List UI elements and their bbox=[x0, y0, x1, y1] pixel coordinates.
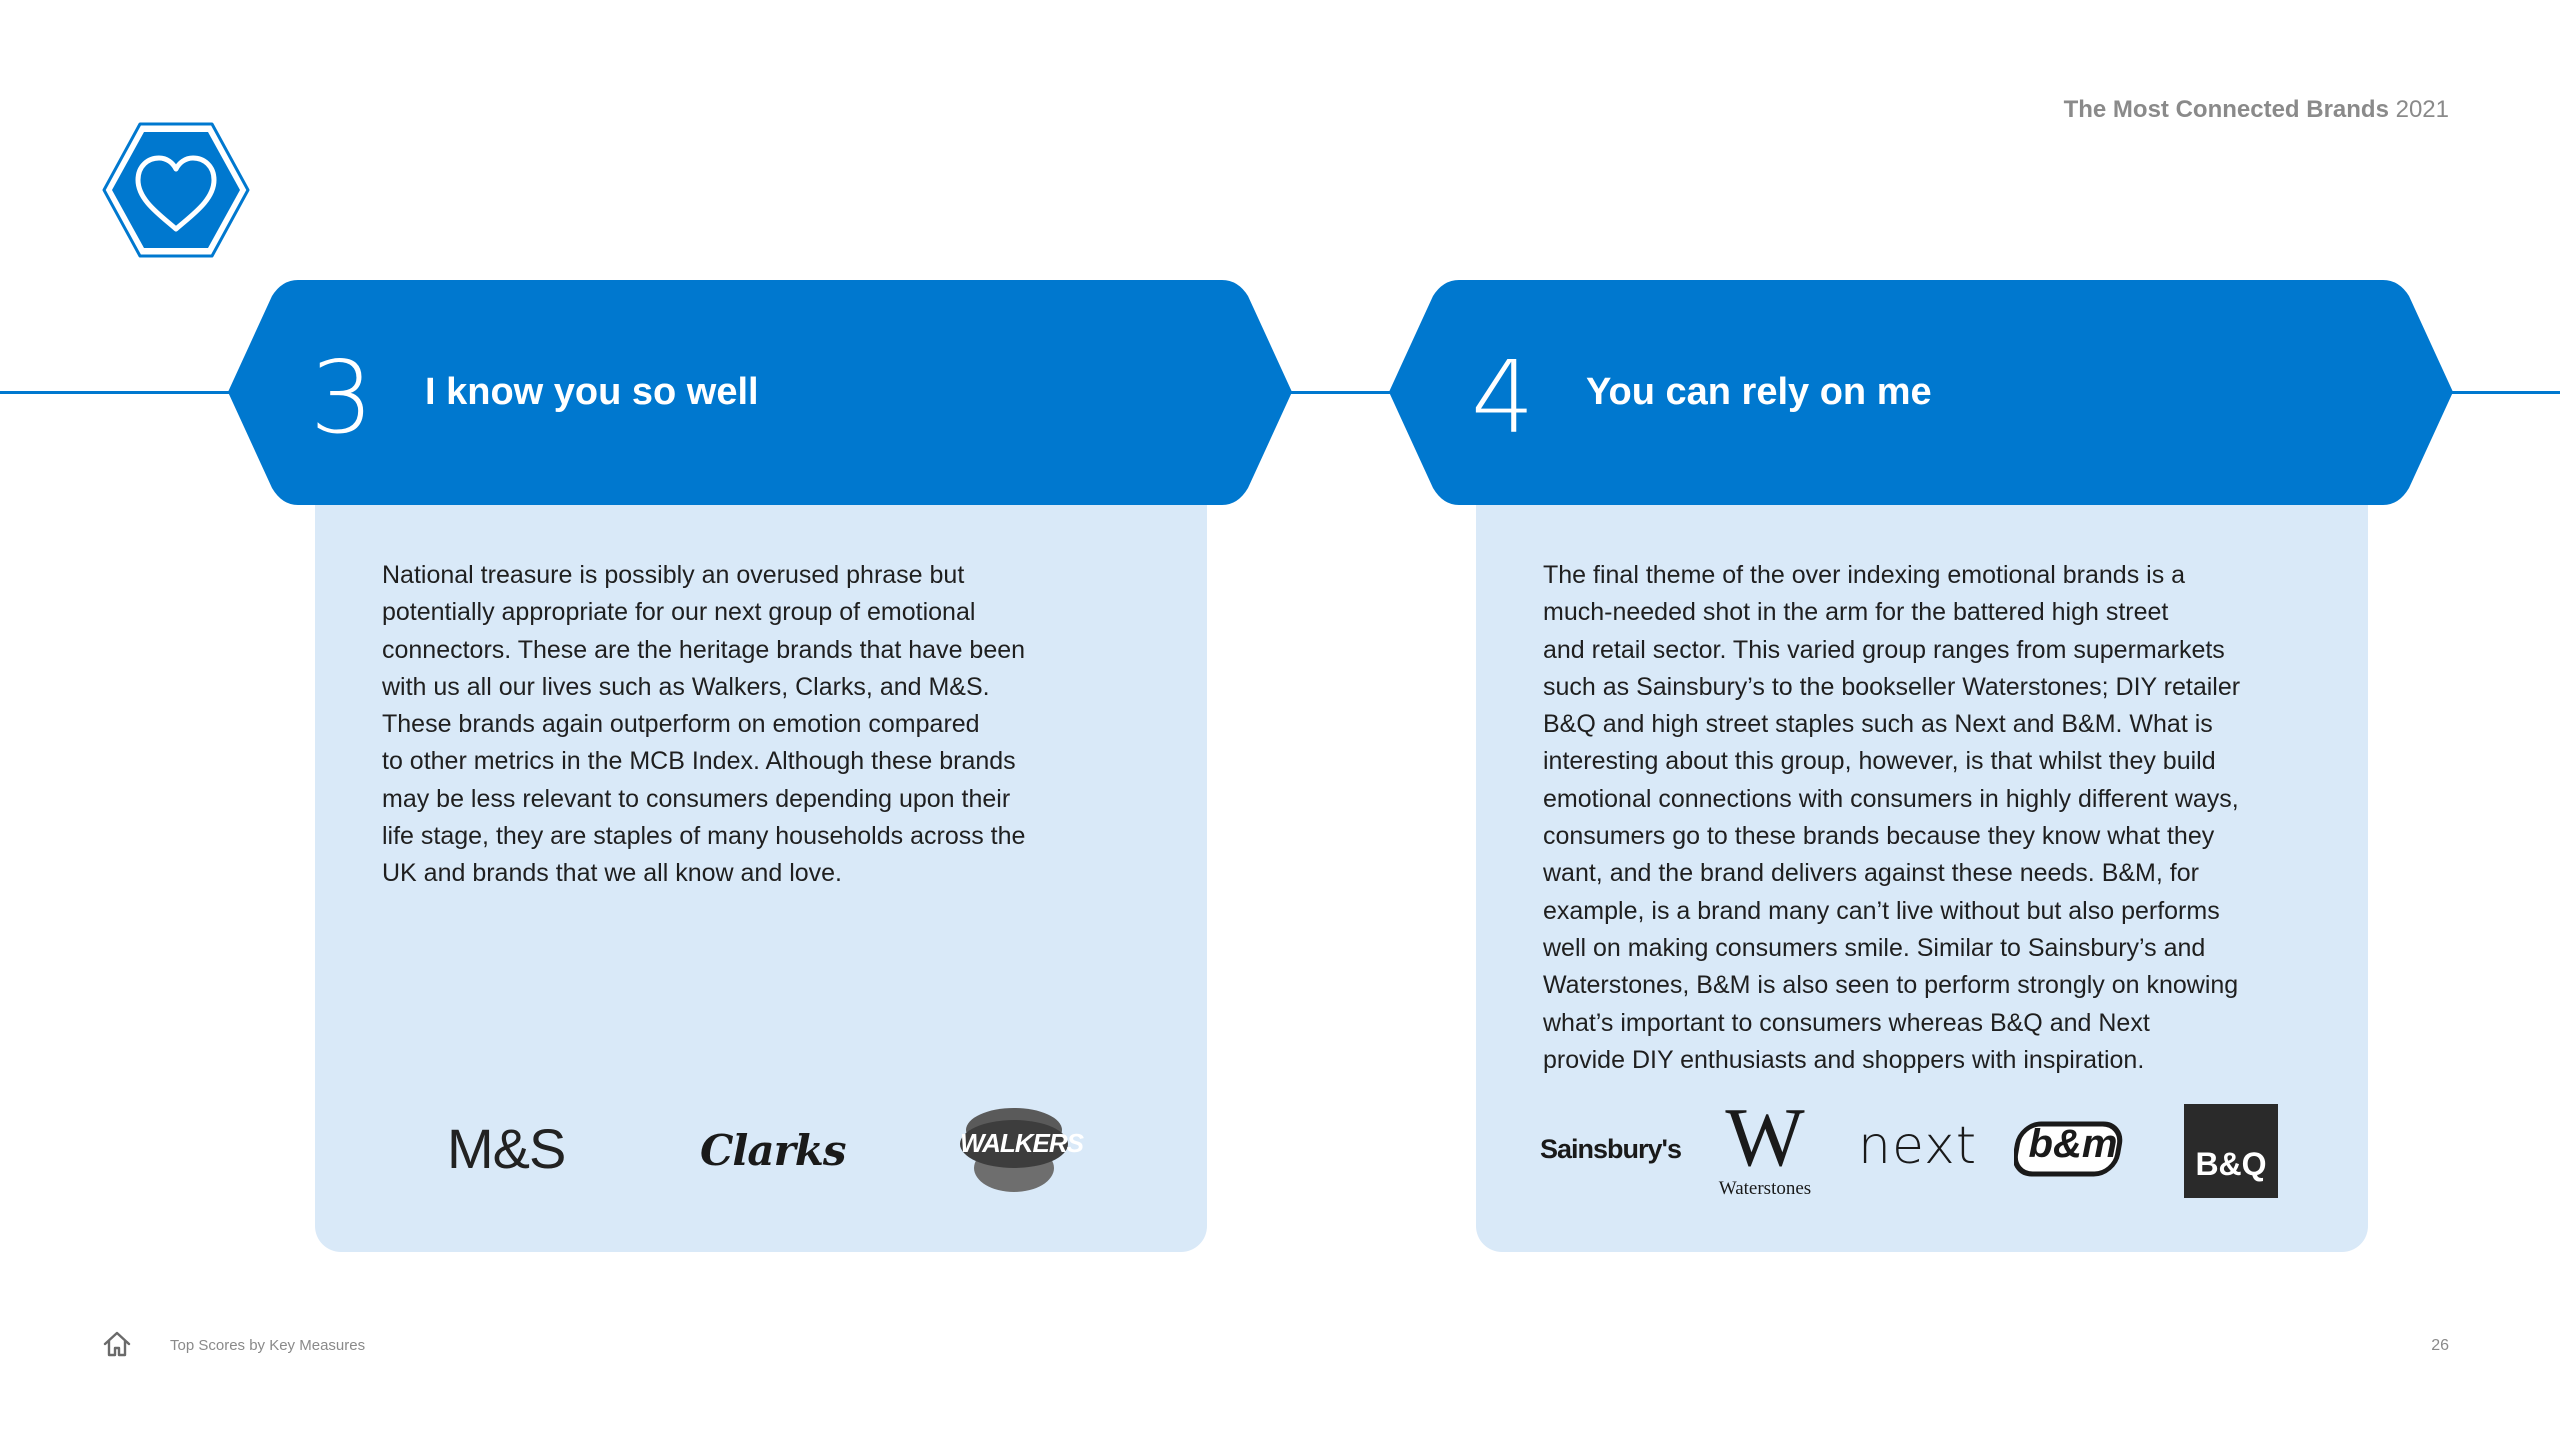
card-3-title: I know you so well bbox=[425, 371, 759, 413]
card-3-banner bbox=[228, 280, 1292, 505]
heart-hexagon-icon bbox=[102, 122, 250, 258]
paragraph-line: B&Q and high street staples such as Next and B&M. What is bbox=[1543, 710, 2213, 739]
timeline-line-right bbox=[2440, 391, 2560, 394]
walkers-logo bbox=[960, 1104, 1083, 1194]
paragraph-line: life stage, they are staples of many households across the bbox=[382, 822, 1026, 851]
timeline-line-middle bbox=[1280, 391, 1400, 394]
paragraph-line: interesting about this group, however, is that whilst they build bbox=[1543, 747, 2216, 776]
paragraph-line: provide DIY enthusiasts and shoppers with inspiration. bbox=[1543, 1045, 2145, 1074]
paragraph-line: and retail sector. This varied group ranges from supermarkets bbox=[1543, 635, 2225, 664]
card-4-number: 4 bbox=[1471, 339, 1535, 456]
paragraph-line: want, and the brand delivers against these needs. B&M, for bbox=[1543, 859, 2199, 888]
waterstones-logo bbox=[1700, 1091, 1830, 1204]
paragraph-line: what’s important to consumers whereas B&Q and Next bbox=[1543, 1008, 2150, 1037]
paragraph-line: may be less relevant to consumers depending upon their bbox=[382, 784, 1011, 813]
card-4-title: You can rely on me bbox=[1586, 371, 1932, 413]
paragraph-line: with us all our lives such as Walkers, Clarks, and M&S. bbox=[382, 672, 990, 701]
paragraph-line: potentially appropriate for our next group of emotional bbox=[382, 598, 976, 627]
card-3-paragraph bbox=[382, 557, 1025, 893]
bq-logo bbox=[2184, 1104, 2278, 1198]
paragraph-line: Waterstones, B&M is also seen to perform strongly on knowing bbox=[1543, 971, 2239, 1000]
ms-logo: M&S bbox=[447, 1117, 566, 1180]
paragraph-line: much-needed shot in the arm for the battered high street bbox=[1543, 598, 2169, 627]
clarks-logo: Clarks bbox=[700, 1126, 846, 1175]
card-3-number: 3 bbox=[310, 339, 374, 456]
next-logo: next bbox=[1858, 1116, 1978, 1176]
bq-logo-text: B&Q bbox=[2195, 1146, 2267, 1182]
bm-logo-text: b&m bbox=[2028, 1122, 2118, 1166]
paragraph-line: These brands again outperform on emotion compared bbox=[382, 710, 980, 739]
footer-section-link[interactable]: Top Scores by Key Measures bbox=[170, 1337, 366, 1354]
paragraph-line: well on making consumers smile. Similar to Sainsbury’s and bbox=[1543, 933, 2206, 962]
paragraph-line: The final theme of the over indexing emotional brands is a bbox=[1543, 561, 2186, 589]
paragraph-line: example, is a brand many can’t live without but also performs bbox=[1543, 896, 2220, 925]
paragraph-line: such as Sainsbury’s to the bookseller Waterstones; DIY retailer bbox=[1543, 672, 2241, 701]
paragraph-line: UK and brands that we all know and love. bbox=[382, 859, 842, 888]
paragraph-line: consumers go to these brands because they know what they bbox=[1543, 822, 2215, 851]
report-title bbox=[2064, 96, 2449, 124]
paragraph-line: to other metrics in the MCB Index. Although these brands bbox=[382, 747, 1016, 776]
paragraph-line: connectors. These are the heritage brands that have been bbox=[382, 635, 1026, 664]
report-title-brand: The Most Connected Brands bbox=[2063, 96, 2389, 123]
waterstones-logo-text: Waterstones bbox=[1718, 1178, 1812, 1199]
home-icon[interactable] bbox=[102, 1330, 132, 1358]
report-title-year: 2021 bbox=[2395, 96, 2449, 123]
paragraph-line: National treasure is possibly an overused phrase but bbox=[382, 561, 965, 589]
card-4-paragraph bbox=[1543, 557, 2240, 1079]
timeline-line-left bbox=[0, 391, 240, 394]
walkers-logo-text: WALKERS bbox=[960, 1128, 1083, 1158]
sainsburys-logo: Sainsbury's bbox=[1540, 1134, 1681, 1164]
paragraph-line: emotional connections with consumers in highly different ways, bbox=[1543, 784, 2239, 813]
page-number: 26 bbox=[2431, 1337, 2449, 1354]
bm-logo bbox=[2014, 1118, 2132, 1184]
waterstones-logo-w: W bbox=[1725, 1091, 1805, 1184]
